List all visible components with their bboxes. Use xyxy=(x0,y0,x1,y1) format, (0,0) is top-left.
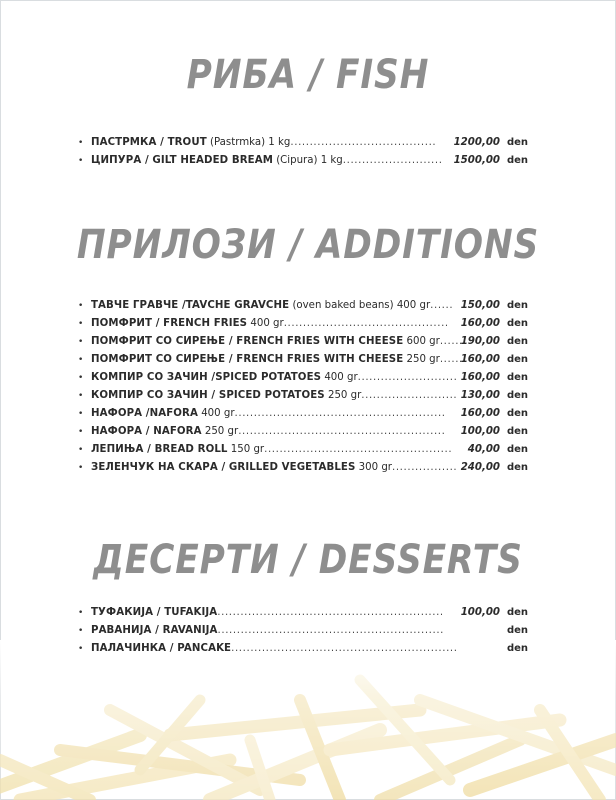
item-leader: ...... xyxy=(439,336,463,347)
item-name: КОМПИР СО ЗАЧИН / SPICED POTATOES xyxy=(91,390,325,401)
item-leader: ...................................... xyxy=(290,137,437,148)
item-detail: 300 gr xyxy=(355,462,392,473)
item-currency: den xyxy=(506,155,528,166)
item-price: 150,00 xyxy=(460,300,500,311)
item-detail: (Pastrmka) 1 kg xyxy=(206,137,291,148)
item-name: ЦИПУРА / GILT HEADED BREAM xyxy=(91,155,273,166)
item-detail: (Cipura) 1 kg xyxy=(272,155,343,166)
item-price: 160,00 xyxy=(460,408,500,419)
item-leader: ....................................................... xyxy=(234,408,446,419)
french-fries-illustration xyxy=(0,640,616,800)
item-currency: den xyxy=(506,607,528,618)
item-detail: 400 gr xyxy=(321,372,358,383)
bullet-icon: • xyxy=(78,373,84,383)
section-title-fish: РИБА / FISH xyxy=(186,52,430,98)
menu-item xyxy=(78,297,538,315)
item-leader: .......................... xyxy=(357,372,458,383)
item-leader: ........................................... xyxy=(283,318,449,329)
item-leader: ...................................................... xyxy=(238,426,446,437)
item-currency: den xyxy=(506,300,528,311)
item-price: 190,00 xyxy=(460,336,500,347)
item-price: 160,00 xyxy=(460,318,500,329)
bullet-icon: • xyxy=(78,409,84,419)
item-name: ТАВЧЕ ГРАВЧЕ /TAVCHE GRAVCHE xyxy=(91,300,290,311)
menu-item xyxy=(78,315,538,333)
item-currency: den xyxy=(506,426,528,437)
item-name: РАВАНИЈА / RAVANIJA xyxy=(91,625,218,636)
menu-item xyxy=(78,134,538,152)
menu-item xyxy=(78,622,538,640)
menu-item xyxy=(78,333,538,351)
item-currency: den xyxy=(506,372,528,383)
menu-item xyxy=(78,152,538,170)
section-title-desserts: ДЕСЕРТИ / DESSERTS xyxy=(93,537,523,583)
item-detail: 600 gr xyxy=(403,336,440,347)
item-leader: ........................................................... xyxy=(231,643,458,654)
item-leader: ...... xyxy=(439,354,463,365)
menu-item xyxy=(78,387,538,405)
item-price: 240,00 xyxy=(460,462,500,473)
item-leader: ................. xyxy=(392,462,458,473)
item-name: ПОМФРИТ СО СИРЕЊЕ / FRENCH FRIES WITH CHEESE xyxy=(91,354,404,365)
bullet-icon: • xyxy=(78,391,84,401)
bullet-icon: • xyxy=(78,626,84,636)
menu-item xyxy=(78,405,538,423)
item-name: ЛЕПИЊА / BREAD ROLL xyxy=(91,444,228,455)
item-name: ЗЕЛЕНЧУК НА СКАРА / GRILLED VEGETABLES xyxy=(91,462,356,473)
bullet-icon: • xyxy=(78,355,84,365)
item-leader: ......................... xyxy=(361,390,458,401)
item-name: НАФОРА /NAFORA xyxy=(91,408,198,419)
bullet-icon: • xyxy=(78,445,84,455)
item-name: НАФОРА / NAFORA xyxy=(91,426,202,437)
item-currency: den xyxy=(506,354,528,365)
bullet-icon: • xyxy=(78,644,84,654)
desserts-menu-list xyxy=(78,604,538,658)
menu-item xyxy=(78,441,538,459)
item-price: 160,00 xyxy=(460,354,500,365)
item-name: КОМПИР СО ЗАЧИН /SPICED POTATOES xyxy=(91,372,322,383)
item-price: 130,00 xyxy=(460,390,500,401)
item-currency: den xyxy=(506,462,528,473)
item-name: ПАЛАЧИНКА / PANCAKE xyxy=(91,643,232,654)
item-currency: den xyxy=(506,318,528,329)
item-price: 1500,00 xyxy=(453,155,500,166)
item-currency: den xyxy=(506,137,528,148)
item-leader: ................................................. xyxy=(264,444,453,455)
item-price: 160,00 xyxy=(460,372,500,383)
item-detail: 250 gr xyxy=(324,390,362,401)
menu-item xyxy=(78,604,538,622)
item-currency: den xyxy=(506,390,528,401)
menu-item xyxy=(78,423,538,441)
item-detail: 400 gr xyxy=(247,318,284,329)
item-currency: den xyxy=(506,625,528,636)
bullet-icon: • xyxy=(78,427,84,437)
item-detail: 250 gr xyxy=(201,426,239,437)
bullet-icon: • xyxy=(78,156,84,166)
bullet-icon: • xyxy=(78,337,84,347)
item-price: 100,00 xyxy=(460,607,500,618)
menu-item xyxy=(78,640,538,658)
item-leader: ........................................................... xyxy=(217,607,444,618)
item-price: 40,00 xyxy=(467,444,500,455)
item-leader: .......................... xyxy=(342,155,443,166)
item-currency: den xyxy=(506,643,528,654)
item-price: 100,00 xyxy=(460,426,500,437)
item-price: 1200,00 xyxy=(453,137,500,148)
item-currency: den xyxy=(506,408,528,419)
item-currency: den xyxy=(506,444,528,455)
item-name: ПОМФРИТ СО СИРЕЊЕ / FRENCH FRIES WITH CHEESE xyxy=(91,336,404,347)
item-currency: den xyxy=(506,336,528,347)
bullet-icon: • xyxy=(78,301,84,311)
item-name: ПОМФРИТ / FRENCH FRIES xyxy=(91,318,248,329)
bullet-icon: • xyxy=(78,463,84,473)
menu-item xyxy=(78,459,538,477)
bullet-icon: • xyxy=(78,319,84,329)
section-title-additions: ПРИЛОЗИ / ADDITIONS xyxy=(76,222,540,268)
item-name: ТУФАКИЈА / TUFAKIJA xyxy=(91,607,218,618)
fish-menu-list xyxy=(78,134,538,170)
item-detail: 250 gr xyxy=(403,354,440,365)
bullet-icon: • xyxy=(78,608,84,618)
item-detail: (oven baked beans) 400 gr xyxy=(289,300,431,311)
additions-menu-list xyxy=(78,297,538,477)
menu-item xyxy=(78,369,538,387)
item-leader: ........................................................... xyxy=(217,625,445,636)
item-detail: 400 gr xyxy=(197,408,235,419)
item-detail: 150 gr xyxy=(227,444,265,455)
item-name: ПАСТРМКА / TROUT xyxy=(91,137,207,148)
menu-item xyxy=(78,351,538,369)
item-leader: ...... xyxy=(430,300,454,311)
bullet-icon: • xyxy=(78,138,84,148)
